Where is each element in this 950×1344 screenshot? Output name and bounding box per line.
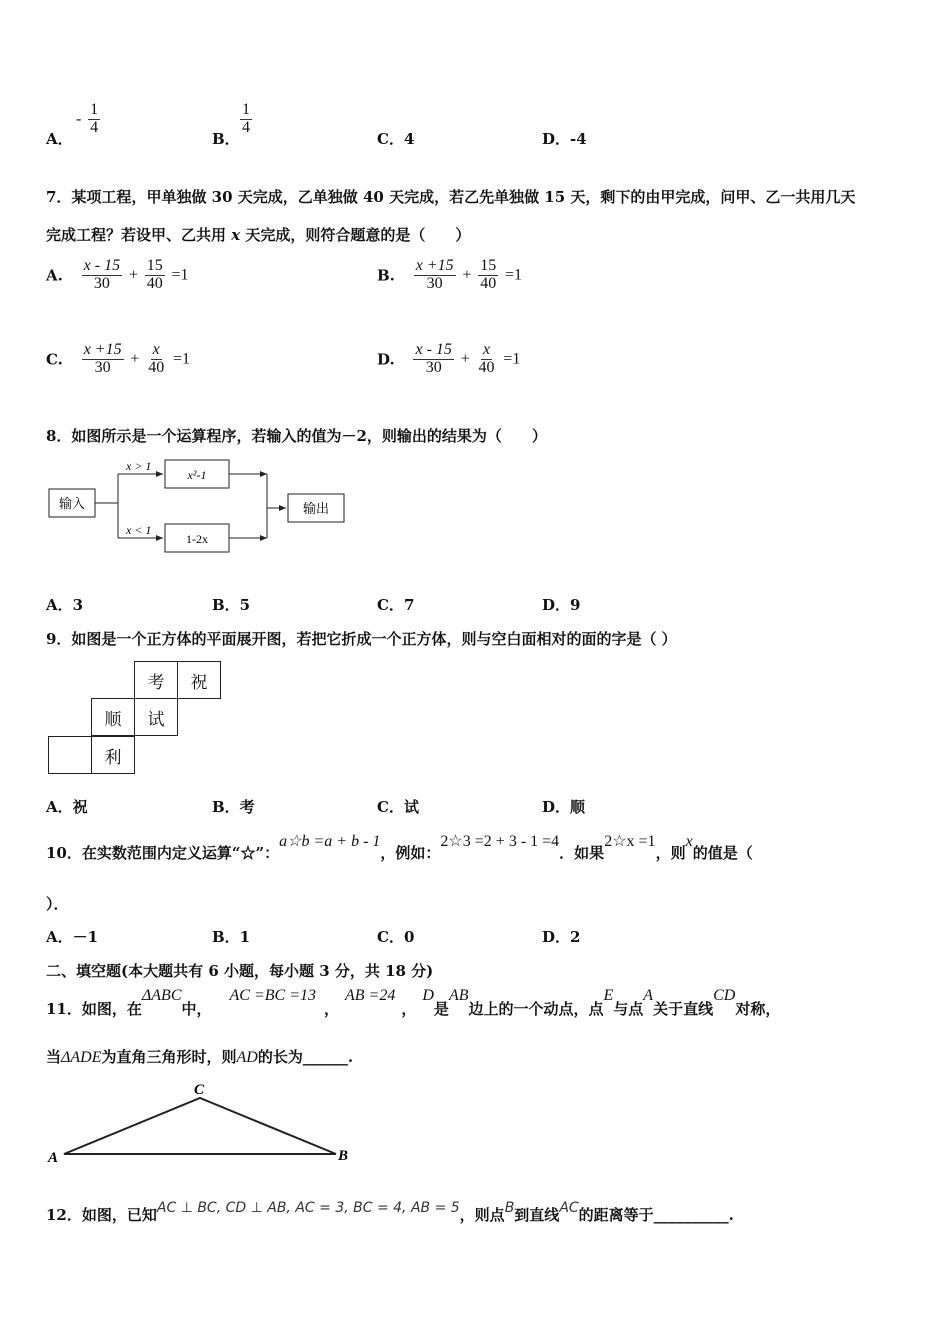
net-cell-zhu: 祝 (177, 661, 221, 699)
q7-d-d2: 40 (478, 358, 495, 376)
q11-text-line2 (46, 1046, 353, 1067)
q8-option-d: D．9 (542, 596, 581, 614)
q11-line2-tri: ΔADE (61, 1049, 102, 1066)
q8-flowchart (40, 452, 360, 562)
q7-d-n2: x (482, 341, 491, 358)
q7-line2-a: 完成工程？若设甲、乙共用 (46, 226, 232, 244)
q10-mid: ，例如： (380, 844, 441, 862)
q9-option-c: C．试 (377, 798, 419, 816)
q7-b-frac1 (414, 258, 456, 293)
q6-b-fraction (240, 102, 252, 137)
q7-c-frac1 (82, 342, 124, 377)
q7-a-n1: x - 15 (83, 257, 121, 274)
section-2-heading: 二、填空题(本大题共有 6 小题，每小题 3 分，共 18 分) (46, 962, 434, 980)
q11-p4: ， (401, 1000, 417, 1018)
q6-a-den: 4 (90, 118, 99, 136)
q7-d-d1: 30 (425, 358, 442, 376)
flow-output-label: 输出 (302, 501, 330, 516)
q12-AC: AC (559, 1200, 579, 1216)
q6-option-a (76, 102, 102, 137)
q11-triangle: ΔABC (141, 987, 182, 1004)
q7-b-op: + (462, 266, 472, 284)
q6-a-fraction (88, 102, 100, 137)
q7-text-line1: 7．某项工程，甲单独做 30 天完成，乙单独做 40 天完成，若乙先单独做 15 天，剩下的由甲完成，问甲、乙一共用几天 (46, 188, 856, 206)
vertex-a-label: A (48, 1150, 59, 1166)
q10-option-d: D．2 (542, 928, 581, 946)
q11-p7: 与点 (613, 1000, 644, 1018)
q6-option-d: D．-4 (542, 130, 587, 148)
net-cell-blank (48, 736, 92, 774)
q7-c-rhs: =1 (172, 350, 190, 368)
q7-a-d1: 30 (93, 274, 110, 292)
q10-option-c: C．0 (377, 928, 415, 946)
triangle-abc (64, 1098, 336, 1154)
flow-cond-top: x > 1 (126, 459, 152, 473)
vertex-c-label: C (194, 1082, 205, 1098)
q7-c-d1: 30 (94, 358, 111, 376)
q11-p8: 关于直线 (653, 1000, 714, 1018)
q11-line2-b: 为直角三角形时，则 (101, 1048, 237, 1066)
flow-input-label: 输入 (58, 496, 86, 511)
q10-condition: 2☆x =1 (604, 833, 656, 850)
q7-d-frac1 (413, 342, 453, 377)
q12-text (46, 1196, 734, 1224)
q12-B: B (504, 1200, 515, 1216)
q7-a-op: + (128, 266, 138, 284)
q11-AB: AB (448, 987, 469, 1004)
net-cell-shi: 试 (134, 698, 178, 736)
q11-line2-c: 的长为______. (257, 1048, 354, 1066)
q7-a-label: A. (46, 266, 63, 285)
net-cell-kao: 考 (134, 661, 178, 699)
q8-option-c: C．7 (377, 596, 415, 614)
q7-b-d1: 30 (426, 274, 443, 292)
flow-box-top-label: x²-1 (187, 468, 207, 482)
q6-option-b (238, 102, 254, 137)
q11-p9: 对称， (735, 1000, 781, 1018)
q12-p3: 到直线 (514, 1206, 560, 1224)
flow-cond-bottom: x < 1 (126, 523, 152, 537)
q10-definition: a☆b =a + b - 1 (279, 833, 381, 850)
net-cell-li: 利 (91, 736, 135, 774)
q7-b-label: B. (377, 266, 395, 285)
q7-a-d2: 40 (146, 274, 163, 292)
q7-option-a (46, 258, 189, 293)
q7-c-frac2 (146, 342, 166, 377)
q8-option-b: B．5 (212, 596, 251, 614)
q10-option-b: B．1 (212, 928, 251, 946)
q7-b-n1: x +15 (415, 257, 454, 274)
q7-a-rhs: =1 (171, 266, 189, 284)
q7-d-rhs: =1 (503, 350, 521, 368)
q11-p6: 边上的一个动点，点 (468, 1000, 604, 1018)
q6-option-a-label: A． (46, 130, 73, 148)
q6-b-den: 4 (242, 118, 250, 136)
q8-text: 8．如图所示是一个运算程序，若输入的值为－2，则输出的结果为（ ） (46, 427, 547, 445)
q7-option-b (377, 258, 522, 293)
q12-p2: ，则点 (459, 1206, 505, 1224)
q10-option-a: A．－1 (46, 928, 99, 946)
q7-c-n2: x (152, 341, 160, 358)
vertex-b-label: B (338, 1148, 349, 1164)
q9-text: 9．如图是一个正方体的平面展开图，若把它折成一个正方体，则与空白面相对的面的字是（ ） (46, 630, 677, 648)
q7-c-label: C. (46, 350, 63, 369)
q9-option-d: D．顺 (542, 798, 586, 816)
q11-eq2: AB =24 (345, 987, 396, 1004)
q12-condition: AC ⊥ BC, CD ⊥ AB, AC = 3, BC = 4, AB = 5 (156, 1200, 460, 1216)
q11-p3: ， (323, 1000, 339, 1018)
q9-option-b: B．考 (212, 798, 255, 816)
q7-a-frac1 (82, 258, 122, 293)
q11-D: D (422, 987, 434, 1004)
q7-b-n2: 15 (480, 257, 497, 274)
q11-text-line1 (46, 984, 781, 1018)
q10-prefix: 10．在实数范围内定义运算“☆”： (46, 844, 280, 862)
q11-p5: 是 (433, 1000, 449, 1018)
q10-tail: 的值是（ (692, 844, 753, 862)
q7-c-d2: 40 (148, 358, 165, 376)
q7-d-op: + (460, 350, 470, 368)
q7-c-op: + (130, 350, 140, 368)
q6-a-num: 1 (90, 101, 99, 118)
q8-option-a: A．3 (46, 596, 84, 614)
q11-line2-AD: AD (236, 1049, 258, 1066)
q11-line2-a: 当 (46, 1048, 62, 1066)
q10-text (46, 830, 753, 862)
q11-eq1: AC =BC =13 (229, 987, 316, 1004)
q11-p1: 11．如图，在 (46, 1000, 142, 1018)
q9-option-a: A．祝 (46, 798, 88, 816)
q7-a-n2: 15 (146, 257, 163, 274)
net-cell-shun: 顺 (91, 698, 135, 736)
q7-b-frac2 (478, 258, 498, 293)
q10-var: x (685, 833, 693, 850)
q7-b-rhs: =1 (504, 266, 522, 284)
q11-p2: 中， (181, 1000, 212, 1018)
q7-d-label: D. (377, 350, 395, 369)
q7-d-n1: x - 15 (415, 341, 452, 358)
q7-option-d (377, 342, 520, 377)
q7-a-frac2 (145, 258, 165, 293)
q6-option-c: C．4 (377, 130, 415, 148)
q10-cond-post: ，则 (655, 844, 686, 862)
q10-cond-pre: ．如果 (559, 844, 605, 862)
q6-option-b-label: B． (212, 130, 240, 148)
q7-b-d2: 40 (480, 274, 497, 292)
q10-example: 2☆3 =2 + 3 - 1 =4 (440, 833, 560, 850)
q7-line2-x: x (231, 226, 241, 244)
q7-option-c (46, 342, 190, 377)
q11-A: A (643, 987, 654, 1004)
q7-text-line2 (46, 224, 470, 245)
q12-p1: 12．如图，已知 (46, 1206, 157, 1224)
q6-b-num: 1 (242, 101, 250, 118)
q11-CD: CD (713, 987, 736, 1004)
q11-triangle-figure (44, 1078, 364, 1168)
q7-c-n1: x +15 (83, 341, 122, 358)
q6-a-sign: - (76, 110, 82, 128)
q12-p4: 的距离等于__________. (578, 1206, 734, 1224)
q10-line2: ）． (46, 895, 69, 913)
flow-box-bottom-label: 1-2x (186, 532, 208, 546)
q7-line2-b: 天完成，则符合题意的是（ ） (240, 226, 471, 244)
q11-E: E (603, 987, 614, 1004)
q7-d-frac2 (477, 342, 497, 377)
